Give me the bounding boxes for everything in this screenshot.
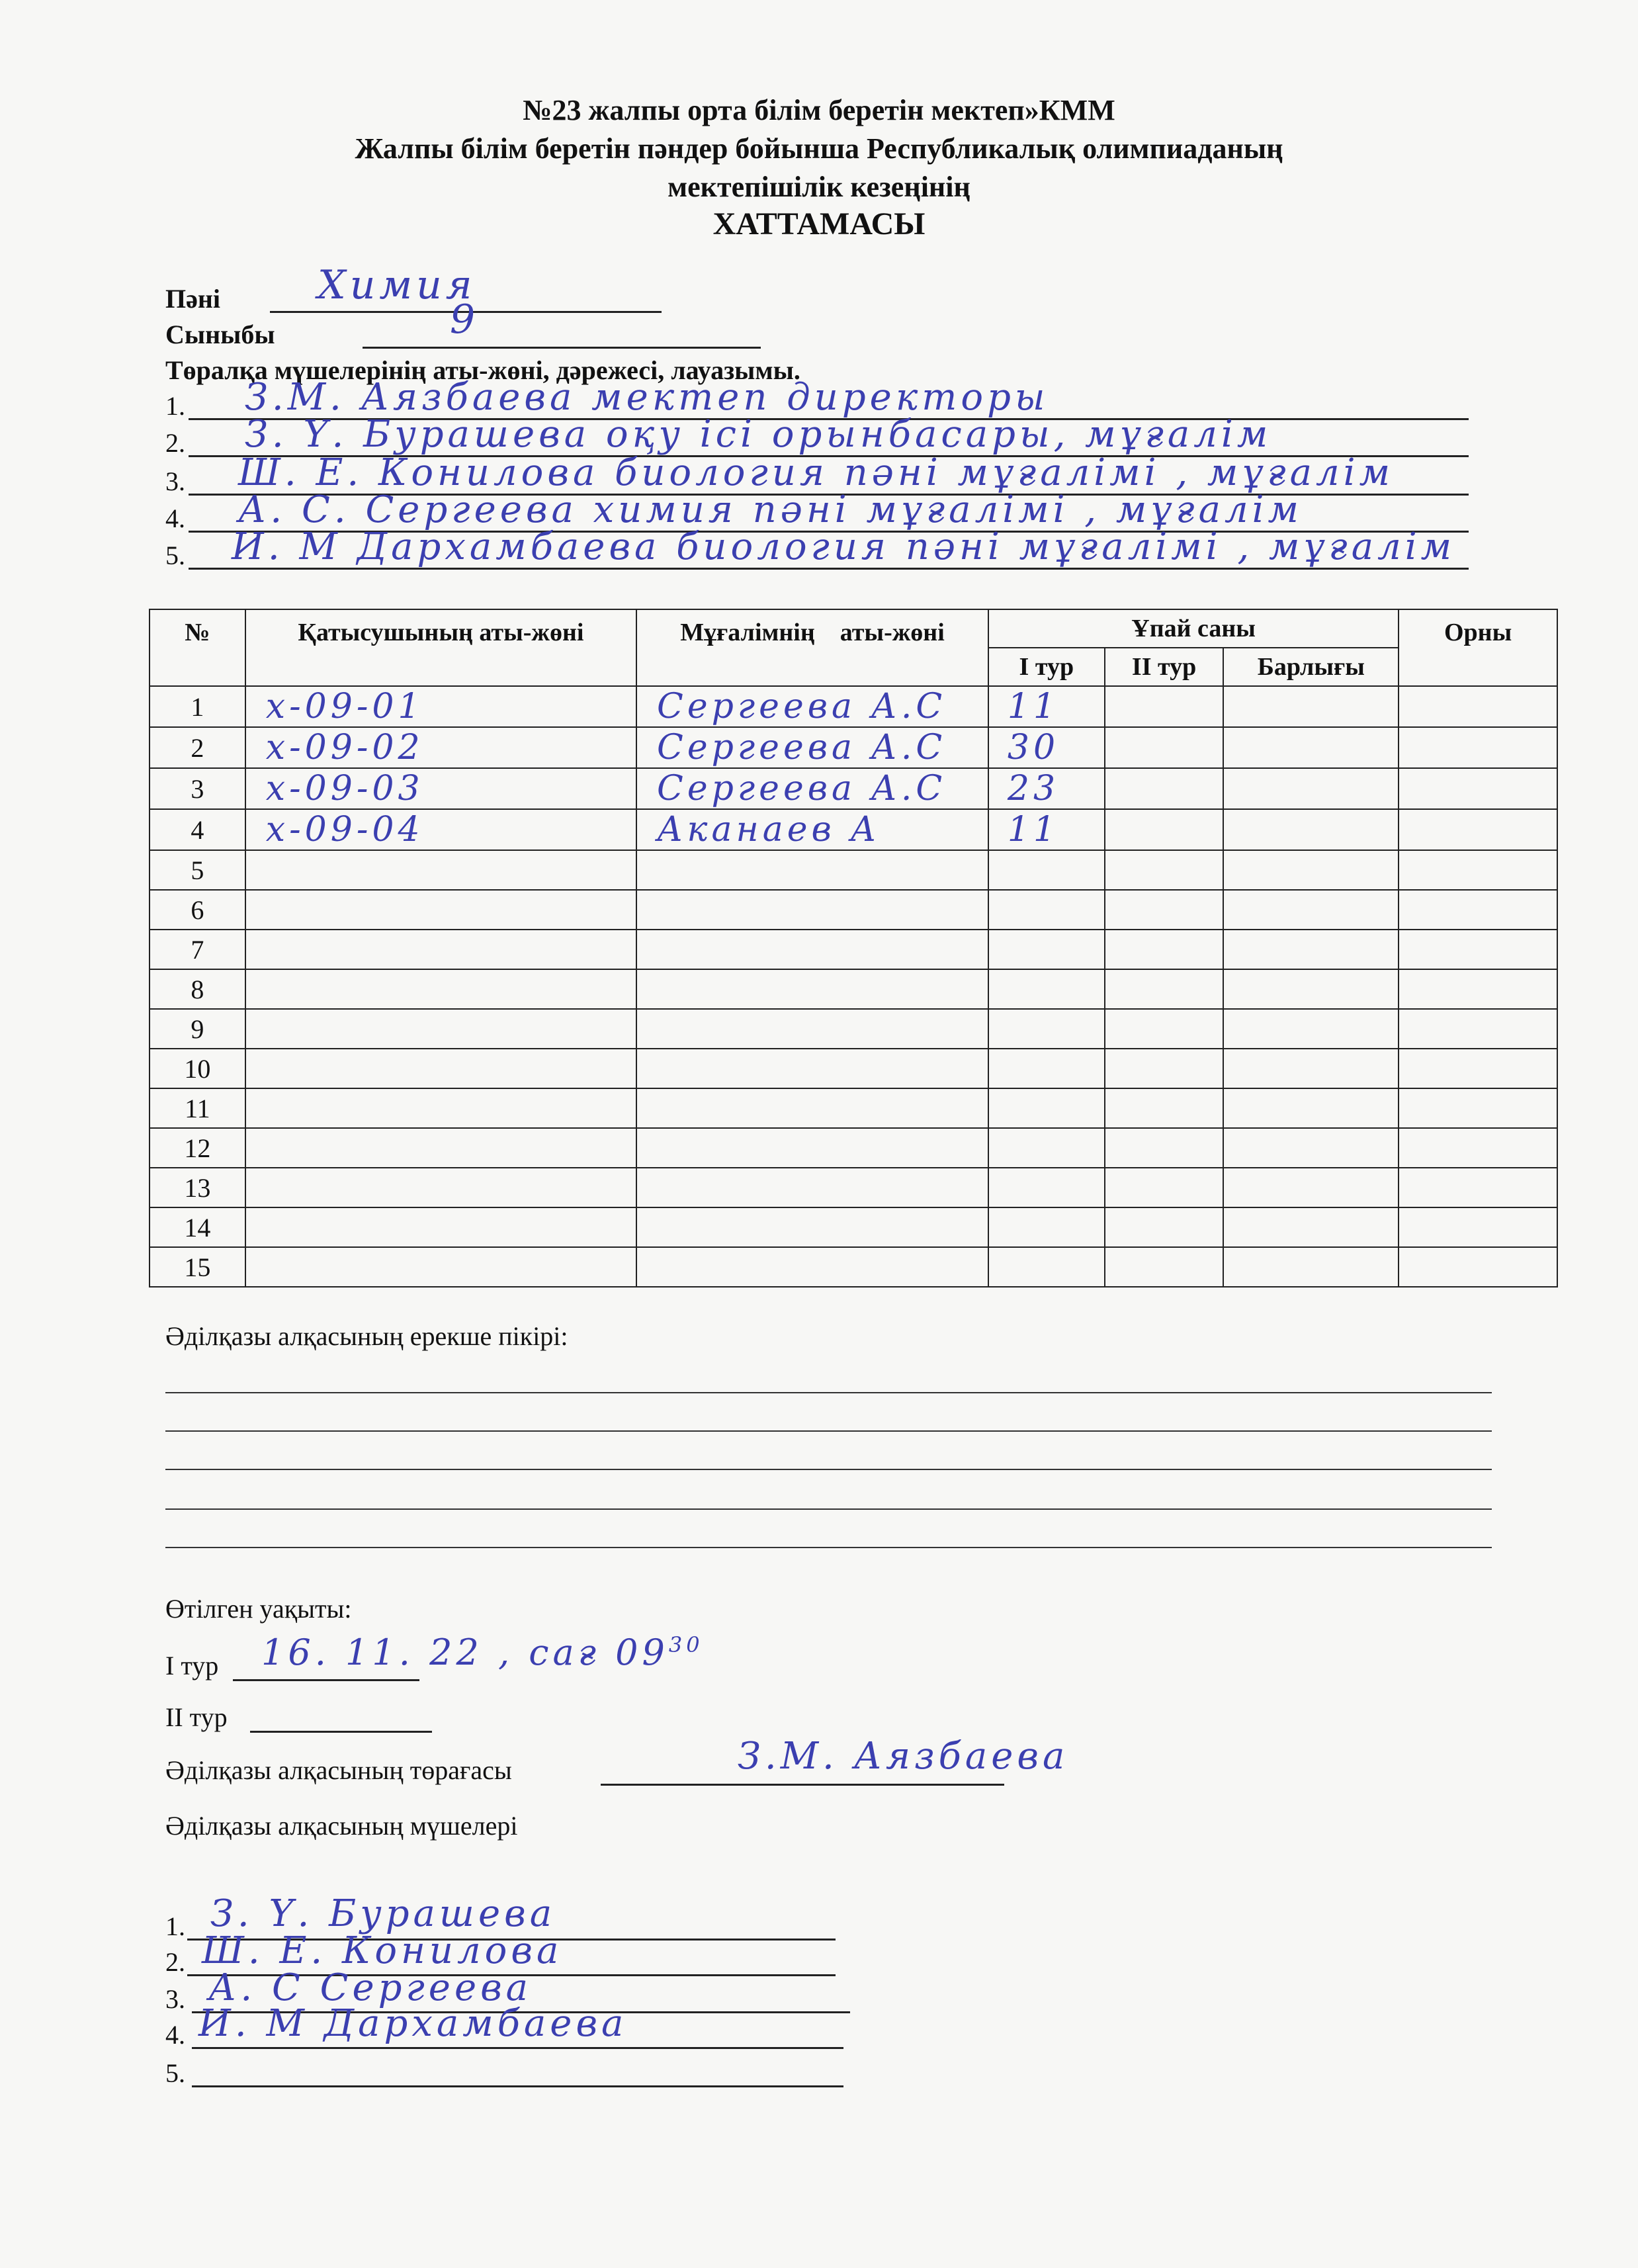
row-number: 1 [150, 686, 245, 727]
round2-score [1105, 1009, 1224, 1049]
member-entry: З.М. Аязбаева мектеп директоры [245, 376, 1049, 419]
time-label: Өтілген уақыты: [165, 1594, 352, 1624]
row-number: 11 [150, 1088, 245, 1128]
member-signature: И. М Дархамбаева [198, 2002, 628, 2045]
opinion-line [165, 1392, 1492, 1393]
place-cell [1399, 809, 1557, 850]
place-cell [1399, 686, 1557, 727]
total-score [1223, 1049, 1399, 1088]
row-number: 14 [150, 1207, 245, 1247]
member-entry: А. С. Сергеева химия пәні мұғалімі , мұғалім [238, 488, 1303, 531]
teacher-name [636, 1207, 988, 1247]
total-score [1223, 1168, 1399, 1207]
table-row [150, 1009, 1557, 1049]
participant-code [245, 1247, 636, 1287]
olympiad-title: Жалпы білім беретін пәндер бойынша Республикалық олимпиаданың [355, 132, 1283, 165]
round2-underline [250, 1696, 432, 1733]
participant-code [245, 1207, 636, 1247]
participant-code: х-09-02 [245, 727, 636, 768]
table-row [150, 1088, 1557, 1128]
teacher-name [636, 1168, 988, 1207]
table-row [150, 1207, 1557, 1247]
member-number: 2. [165, 428, 185, 458]
round1-score: 30 [988, 727, 1105, 768]
header-round2: II тур [1105, 648, 1224, 686]
member-signature: А. С Сергеева [208, 1966, 533, 2009]
round1-score [988, 1049, 1105, 1088]
teacher-name [636, 1049, 988, 1088]
teacher-name [636, 1088, 988, 1128]
place-cell [1399, 727, 1557, 768]
chair-signature: З.М. Аязбаева [738, 1735, 1069, 1778]
teacher-name [636, 850, 988, 890]
round1-score [988, 1207, 1105, 1247]
grade-underline [363, 314, 761, 349]
round1-score [988, 930, 1105, 969]
member-number: 3. [165, 466, 185, 496]
total-score [1223, 1207, 1399, 1247]
total-score [1223, 727, 1399, 768]
results-table-body [150, 686, 1557, 1287]
participant-code: х-09-04 [245, 809, 636, 850]
total-score [1223, 890, 1399, 930]
table-row [150, 969, 1557, 1009]
round2-score [1105, 768, 1224, 809]
teacher-name [636, 969, 988, 1009]
round1-score [988, 1247, 1105, 1287]
teacher-name [636, 1247, 988, 1287]
row-number: 10 [150, 1049, 245, 1088]
opinion-line [165, 1469, 1492, 1470]
participant-code [245, 1088, 636, 1128]
place-cell [1399, 890, 1557, 930]
total-score [1223, 1088, 1399, 1128]
members-label: Төралқа мүшелерінің аты-жөні, дәрежесі, лауазымы. [165, 355, 800, 385]
participant-code: х-09-03 [245, 768, 636, 809]
header-total: Барлығы [1223, 648, 1399, 686]
row-number: 3 [150, 768, 245, 809]
table-row [150, 1049, 1557, 1088]
round1-score [988, 1168, 1105, 1207]
round2-score [1105, 1207, 1224, 1247]
signature-number: 2. [165, 1947, 185, 1977]
signature-underline [192, 2051, 843, 2087]
signature-number: 1. [165, 1911, 185, 1941]
round2-score [1105, 850, 1224, 890]
header-teacher: Мұғалімнің аты-жөні [636, 609, 988, 686]
opinion-line [165, 1547, 1492, 1548]
teacher-name [636, 1128, 988, 1168]
total-score [1223, 1128, 1399, 1168]
total-score [1223, 768, 1399, 809]
teacher-name: Аканаев А [636, 809, 988, 850]
place-cell [1399, 969, 1557, 1009]
header-points: Ұпай саны [988, 609, 1399, 648]
member-entry: Ш. Е. Конилова биология пәні мұғалімі , мұғалім [238, 451, 1394, 494]
place-cell [1399, 768, 1557, 809]
total-score [1223, 850, 1399, 890]
teacher-name [636, 930, 988, 969]
place-cell [1399, 1088, 1557, 1128]
table-row [150, 1168, 1557, 1207]
round2-score [1105, 1247, 1224, 1287]
participant-code [245, 1049, 636, 1088]
member-signature: З. Ү. Бурашева [210, 1892, 556, 1935]
row-number: 8 [150, 969, 245, 1009]
participant-code: х-09-01 [245, 686, 636, 727]
total-score [1223, 969, 1399, 1009]
header-no: № [150, 609, 245, 686]
opinion-line [165, 1430, 1492, 1432]
round2-score [1105, 1049, 1224, 1088]
member-number: 4. [165, 503, 185, 533]
subject-value: Химия [318, 262, 476, 308]
table-row [150, 930, 1557, 969]
round2-score [1105, 930, 1224, 969]
signature-number: 5. [165, 2058, 185, 2088]
row-number: 4 [150, 809, 245, 850]
round2-score [1105, 809, 1224, 850]
round2-score [1105, 1168, 1224, 1207]
member-entry: И. М Дархамбаева биология пәні мұғалімі , мұғалім [232, 525, 1456, 568]
total-score [1223, 809, 1399, 850]
place-cell [1399, 930, 1557, 969]
teacher-name: Сергеева А.С [636, 768, 988, 809]
results-table [149, 609, 1558, 1287]
table-row [150, 890, 1557, 930]
participant-code [245, 850, 636, 890]
member-number: 1. [165, 391, 185, 421]
round1-minutes: 30 [668, 1632, 704, 1657]
round2-score [1105, 969, 1224, 1009]
round2-score [1105, 686, 1224, 727]
round2-score [1105, 727, 1224, 768]
member-entry: З. Ү. Бурашева оқу ісі орынбасары, мұғалім [245, 413, 1272, 456]
table-row [150, 768, 1557, 809]
place-cell [1399, 850, 1557, 890]
participant-code [245, 1128, 636, 1168]
total-score [1223, 930, 1399, 969]
row-number: 15 [150, 1247, 245, 1287]
round1-score [988, 1009, 1105, 1049]
participant-code [245, 930, 636, 969]
document-title: ХАТТАМАСЫ [712, 206, 926, 241]
teacher-name: Сергеева А.С [636, 686, 988, 727]
table-row [150, 686, 1557, 727]
jury-label: Әділқазы алқасының мүшелері [165, 1811, 518, 1841]
subject-label: Пәні [165, 284, 221, 314]
grade-value: 9 [450, 296, 480, 343]
round1-label: I тур [165, 1651, 219, 1680]
place-cell [1399, 1247, 1557, 1287]
chair-label: Әділқазы алқасының төрағасы [165, 1755, 512, 1785]
teacher-name [636, 1009, 988, 1049]
row-number: 2 [150, 727, 245, 768]
row-number: 9 [150, 1009, 245, 1049]
place-cell [1399, 1128, 1557, 1168]
round1-value: 16. 11. 22 , сағ $09^{30}$ [261, 1632, 704, 1673]
school-name: №23 жалпы орта білім беретін мектеп»КММ [523, 94, 1115, 126]
row-number: 12 [150, 1128, 245, 1168]
total-score [1223, 686, 1399, 727]
round1-score [988, 1128, 1105, 1168]
round1-score [988, 850, 1105, 890]
signature-number: 3. [165, 1984, 185, 2014]
row-number: 13 [150, 1168, 245, 1207]
table-row [150, 1247, 1557, 1287]
participant-code [245, 1009, 636, 1049]
signature-number: 4. [165, 2020, 185, 2050]
opinion-label: Әділқазы алқасының ерекше пікірі: [165, 1321, 568, 1351]
round2-score [1105, 1088, 1224, 1128]
round1-score: 11 [988, 686, 1105, 727]
total-score [1223, 1247, 1399, 1287]
row-number: 7 [150, 930, 245, 969]
header-round1: I тур [988, 648, 1105, 686]
opinion-line [165, 1508, 1492, 1510]
round2-label: II тур [165, 1702, 228, 1732]
table-row [150, 727, 1557, 768]
header-place: Орны [1399, 609, 1557, 686]
member-number: 5. [165, 541, 185, 570]
header-participant: Қатысушының аты-жөні [245, 609, 636, 686]
teacher-name [636, 890, 988, 930]
participant-code [245, 1168, 636, 1207]
place-cell [1399, 1168, 1557, 1207]
round1-score [988, 1088, 1105, 1128]
row-number: 6 [150, 890, 245, 930]
place-cell [1399, 1009, 1557, 1049]
table-row [150, 1128, 1557, 1168]
row-number: 5 [150, 850, 245, 890]
round1-score [988, 969, 1105, 1009]
participant-code [245, 969, 636, 1009]
round1-score: 23 [988, 768, 1105, 809]
round1-score: 11 [988, 809, 1105, 850]
round2-score [1105, 1128, 1224, 1168]
member-signature: Ш. Е. Конилова [202, 1929, 563, 1972]
round2-score [1105, 890, 1224, 930]
teacher-name: Сергеева А.С [636, 727, 988, 768]
olympiad-stage: мектепішілік кезеңінің [668, 171, 970, 203]
total-score [1223, 1009, 1399, 1049]
place-cell [1399, 1207, 1557, 1247]
place-cell [1399, 1049, 1557, 1088]
table-row [150, 850, 1557, 890]
participant-code [245, 890, 636, 930]
grade-label: Сыныбы [165, 320, 275, 349]
table-row [150, 809, 1557, 850]
round1-score [988, 890, 1105, 930]
